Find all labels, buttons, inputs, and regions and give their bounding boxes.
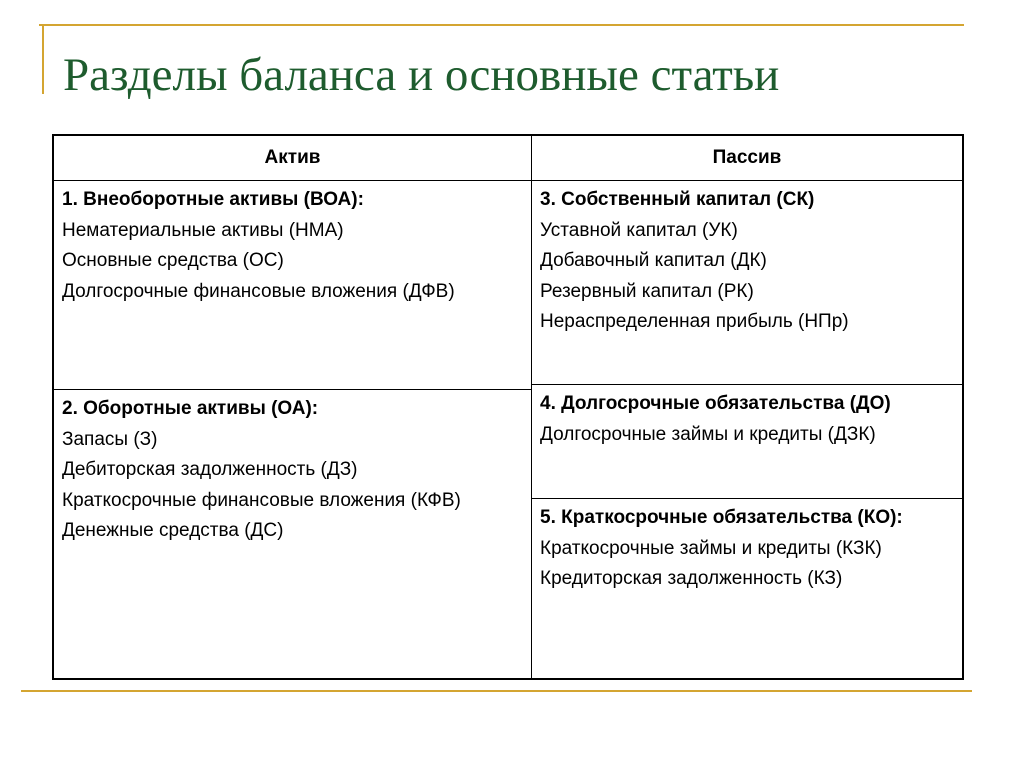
- section-title: 3. Собственный капитал (СК): [540, 189, 815, 210]
- decorative-left-line: [42, 24, 44, 94]
- section-title: 2. Оборотные активы (ОА):: [62, 398, 319, 419]
- section-title: 4. Долгосрочные обязательства (ДО): [540, 393, 891, 414]
- section-item: Резервный капитал (РК): [540, 280, 754, 302]
- section-item: Долгосрочные финансовые вложения (ДФВ): [62, 280, 455, 302]
- section-non-current-assets: [54, 181, 531, 389]
- section-title: 1. Внеоборотные активы (ВОА):: [62, 189, 364, 210]
- section-item: Уставной капитал (УК): [540, 219, 738, 241]
- section-item: Дебиторская задолженность (ДЗ): [62, 459, 358, 480]
- assets-column: [54, 136, 532, 678]
- section-item: Нематериальные активы (НМА): [62, 219, 344, 241]
- decorative-bottom-line: [21, 690, 972, 692]
- section-current-assets: [54, 389, 531, 678]
- section-item: Добавочный капитал (ДК): [540, 250, 767, 271]
- section-item: Основные средства (ОС): [62, 250, 284, 271]
- section-item: Краткосрочные займы и кредиты (КЗК): [540, 537, 882, 559]
- section-item: Запасы (З): [62, 428, 158, 450]
- liabilities-header: Пассив: [532, 136, 962, 181]
- section-item: Краткосрочные финансовые вложения (КФВ): [62, 489, 461, 511]
- liabilities-column: [532, 136, 962, 678]
- section-item: Нераспределенная прибыль (НПр): [540, 311, 849, 332]
- section-item: Кредиторская задолженность (КЗ): [540, 568, 843, 589]
- section-title: 5. Краткосрочные обязательства (КО):: [540, 507, 903, 528]
- section-long-term-liabilities: [532, 384, 962, 498]
- section-equity: [532, 181, 962, 384]
- section-item: Денежные средства (ДС): [62, 520, 284, 541]
- slide-title: Разделы баланса и основные статьи: [63, 49, 780, 101]
- section-short-term-liabilities: [532, 498, 962, 678]
- decorative-top-line: [39, 24, 964, 26]
- section-item: Долгосрочные займы и кредиты (ДЗК): [540, 423, 876, 445]
- balance-table: [52, 134, 964, 680]
- assets-header: Актив: [54, 136, 531, 181]
